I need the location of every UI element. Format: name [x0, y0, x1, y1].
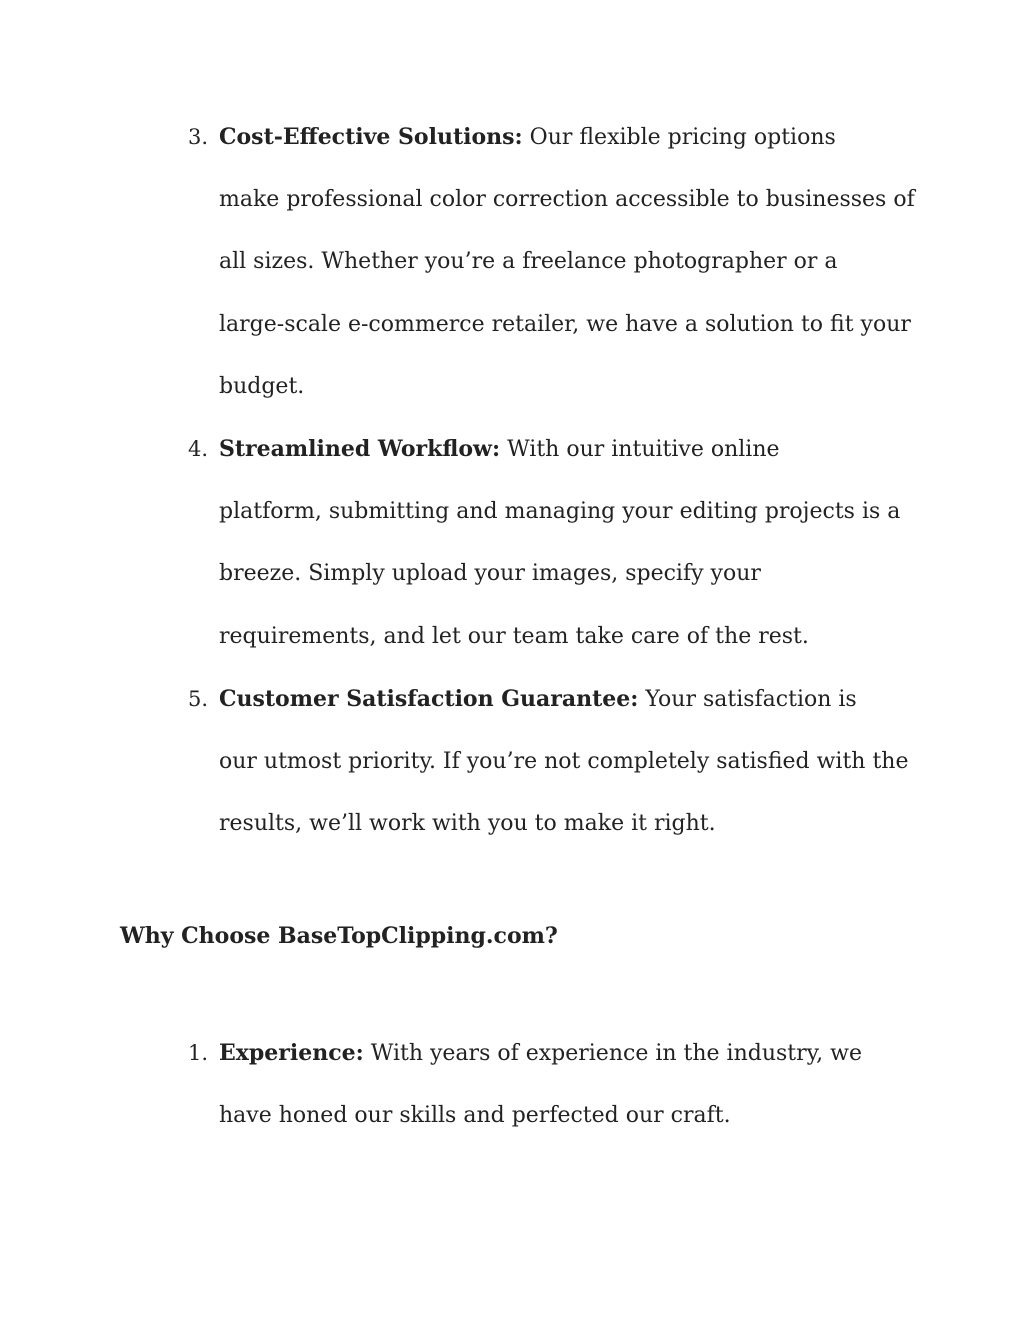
list-item-body — [219, 1022, 919, 1147]
list-item-text-line: results, we’ll work with you to make it right. — [219, 811, 716, 837]
list-item-number: 4. — [188, 437, 209, 462]
list-item-cost-effective-solutions — [0, 106, 1024, 418]
list-item-text-line: Our flexible pricing options — [529, 125, 836, 150]
list-item-text-line: budget. — [219, 373, 305, 399]
list-item-first-line — [219, 1022, 919, 1085]
list-item-body — [219, 668, 919, 856]
list-item-number: 5. — [188, 686, 209, 711]
list-item-text-line: requirements, and let our team take care of the rest. — [219, 623, 809, 649]
list-item-first-line — [219, 106, 919, 169]
list-item-text-line: breeze. Simply upload your images, specify your — [219, 561, 761, 587]
list-item-text-line: platform, submitting and managing your editing projects is a — [219, 499, 901, 525]
list-item-first-line — [219, 668, 919, 731]
reasons-list — [0, 1022, 1024, 1147]
list-item-title: Streamlined Workflow: — [219, 436, 501, 463]
list-item-customer-satisfaction-guarantee — [0, 668, 1024, 856]
list-item-first-line — [219, 418, 919, 481]
list-item-title: Cost-Effective Solutions: — [219, 124, 523, 150]
list-item-number: 1. — [188, 1041, 209, 1065]
list-item-text-line: large-scale e-commerce retailer, we have a solution to fit your — [219, 311, 911, 337]
list-item-text-line: all sizes. Whether you’re a freelance photographer or a — [219, 249, 838, 275]
list-item-text-line: have honed our skills and perfected our craft. — [219, 1103, 731, 1129]
list-item-text-line: Your satisfaction is — [645, 686, 857, 712]
list-item-text-line: our utmost priority. If you’re not completely satisfied with the — [219, 749, 909, 775]
list-item-title: Experience: — [219, 1040, 364, 1066]
list-item-title: Customer Satisfaction Guarantee: — [219, 685, 639, 712]
list-item-streamlined-workflow — [0, 418, 1024, 668]
list-item-number: 3. — [188, 125, 209, 149]
list-item-text-line: With our intuitive online — [507, 437, 780, 463]
list-item-text-line: make professional color correction accessible to businesses of — [219, 187, 915, 213]
list-item-body — [219, 106, 919, 418]
section-heading: Why Choose BaseTopClipping.com? — [120, 923, 558, 949]
list-item-text-line: With years of experience in the industry, we — [370, 1041, 863, 1066]
list-item-body — [219, 418, 919, 668]
benefits-list — [0, 106, 1024, 855]
list-item-experience — [0, 1022, 1024, 1147]
